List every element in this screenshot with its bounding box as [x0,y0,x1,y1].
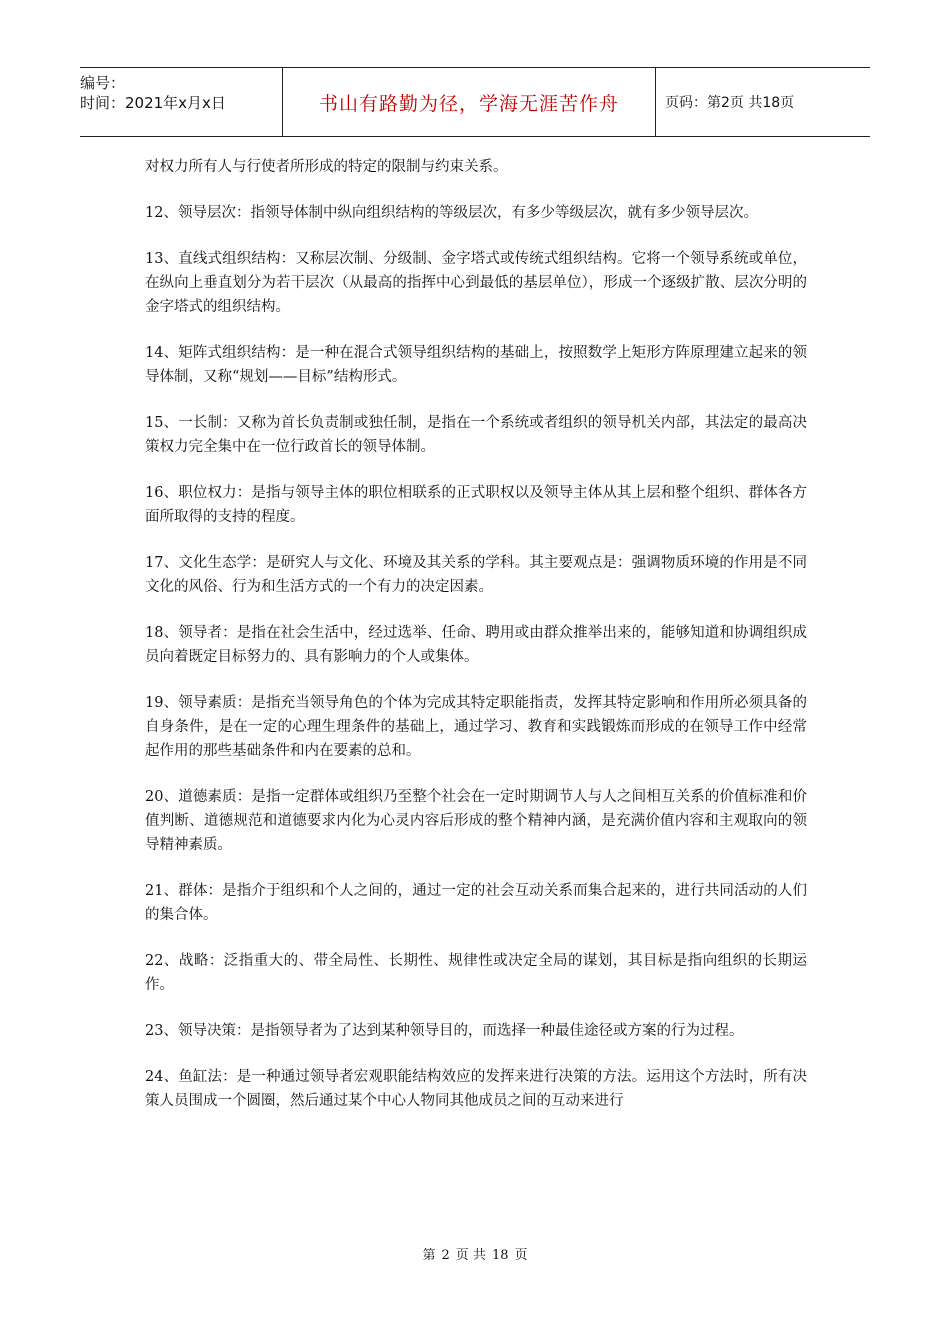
paragraph: 18、领导者：是指在社会生活中，经过选举、任命、聘用或由群众推举出来的，能够知道和协调组织成员向着既定目标努力的、具有影响力的个人或集体。 [145,625,807,665]
paragraph: 24、鱼缸法：是一种通过领导者宏观职能结构效应的发挥来进行决策的方法。运用这个方法时，所有决策人员围成一个圆圈，然后通过某个中心人物同其他成员之间的互动来进行 [145,1069,807,1109]
paragraph: 22、战略：泛指重大的、带全局性、长期性、规律性或决定全局的谋划，其目标是指向组织的长期运作。 [145,953,807,993]
footer-page-number: 2 [441,1248,450,1263]
paragraph: 15、一长制：又称为首长负责制或独任制，是指在一个系统或者组织的领导机关内部，其法定的最高决策权力完全集中在一位行政首长的领导体制。 [145,415,807,455]
paragraph: 14、矩阵式组织结构：是一种在混合式领导组织结构的基础上，按照数学上矩形方阵原理建立起来的领导体制，又称“规划——目标”结构形式。 [145,345,807,385]
header-meta [80,68,282,136]
footer-prefix: 第 [422,1248,436,1263]
paragraph: 17、文化生态学：是研究人与文化、环境及其关系的学科。其主要观点是：强调物质环境的作用是不同文化的风俗、行为和生活方式的一个有力的决定因素。 [145,555,807,595]
header-page-info: 页码：第2页 共18页 [665,95,795,111]
paragraph: 12、领导层次：指领导体制中纵向组织结构的等级层次，有多少等级层次，就有多少领导层次。 [145,205,758,221]
paragraph: 23、领导决策：是指领导者为了达到某种领导目的，而选择一种最佳途径或方案的行为过程。 [145,1023,744,1039]
paragraph: 20、道德素质：是指一定群体或组织乃至整个社会在一定时期调节人与人之间相互关系的价值标准和价值判断、道德规范和道德要求内化为心灵内容后形成的整个精神内涵，是充满价值内容和主观取向的领导精神素质。 [145,789,807,853]
page-footer [0,1244,950,1263]
paragraph: 16、职位权力：是指与领导主体的职位相联系的正式职权以及领导主体从其上层和整个组织、群体各方面所取得的支持的程度。 [145,485,807,525]
page-header [80,67,870,137]
document-time-label: 时间：2021年x月x日 [80,94,226,112]
paragraph: 21、群体：是指介于组织和个人之间的，通过一定的社会互动关系而集合起来的，进行共同活动的人们的集合体。 [145,883,807,923]
header-motto: 书山有路勤为径，学海无涯苦作舟 [282,68,656,136]
document-number-label: 编号： [80,74,126,92]
footer-total-pages: 18 [491,1248,509,1263]
paragraph: 13、直线式组织结构：又称层次制、分级制、金字塔式或传统式组织结构。它将一个领导系统或单位，在纵向上垂直划分为若干层次（从最高的指挥中心到最低的基层单位），形成一个逐级扩散、层次分明的金字塔式的组织结构。 [145,251,807,315]
paragraph: 19、领导素质：是指充当领导角色的个体为完成其特定职能指责，发挥其特定影响和作用所必须具备的自身条件，是在一定的心理生理条件的基础上，通过学习、教育和实践锻炼而形成的在领导工作中经常起作用的那些基础条件和内在要素的总和。 [145,695,807,759]
paragraph: 对权力所有人与行使者所形成的特定的限制与约束关系。 [145,159,508,175]
footer-suffix: 页 [514,1248,528,1263]
footer-middle: 页 共 [455,1248,486,1263]
document-body [145,155,807,1135]
